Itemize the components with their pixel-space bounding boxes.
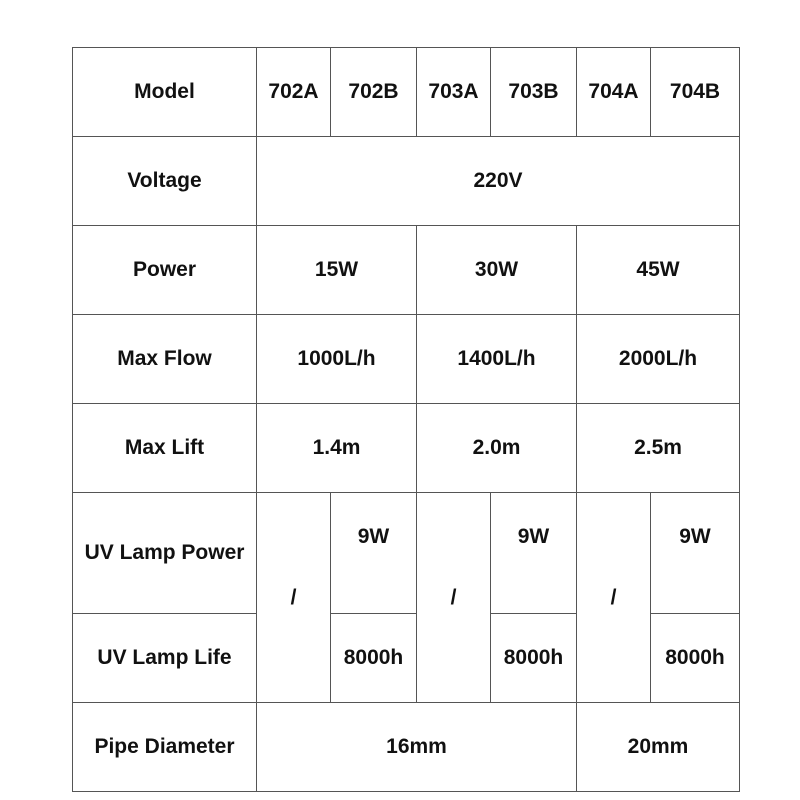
max-lift-702: 1.4m [257,404,417,493]
model-label: Model [73,48,257,137]
max-flow-label: Max Flow [73,315,257,404]
pipe-diameter-row [73,703,740,792]
model-703b: 703B [491,48,577,137]
uv-lamp-power-row [73,493,740,614]
uv-lamp-life-704b: 8000h [651,614,740,703]
uv-lamp-life-702b: 8000h [331,614,417,703]
max-flow-702: 1000L/h [257,315,417,404]
max-flow-704: 2000L/h [577,315,740,404]
power-label: Power [73,226,257,315]
uv-lamp-power-704b: 9W [651,493,740,614]
power-704: 45W [577,226,740,315]
uv-lamp-power-label: UV Lamp Power [73,493,257,614]
uv-lamp-life-703b: 8000h [491,614,577,703]
voltage-value: 220V [257,137,740,226]
uv-none-703a: / [417,493,491,703]
pipe-diameter-label: Pipe Diameter [73,703,257,792]
model-702a: 702A [257,48,331,137]
max-lift-label: Max Lift [73,404,257,493]
power-row [73,226,740,315]
max-lift-row [73,404,740,493]
model-row [73,48,740,137]
uv-lamp-power-702b: 9W [331,493,417,614]
max-flow-703: 1400L/h [417,315,577,404]
pipe-diameter-704: 20mm [577,703,740,792]
uv-lamp-life-label: UV Lamp Life [73,614,257,703]
model-703a: 703A [417,48,491,137]
power-702: 15W [257,226,417,315]
uv-none-702a: / [257,493,331,703]
voltage-label: Voltage [73,137,257,226]
power-703: 30W [417,226,577,315]
max-lift-703: 2.0m [417,404,577,493]
max-lift-704: 2.5m [577,404,740,493]
spec-table [72,47,740,792]
model-704b: 704B [651,48,740,137]
uv-lamp-power-703b: 9W [491,493,577,614]
uv-none-704a: / [577,493,651,703]
model-702b: 702B [331,48,417,137]
pipe-diameter-702-703: 16mm [257,703,577,792]
max-flow-row [73,315,740,404]
model-704a: 704A [577,48,651,137]
voltage-row [73,137,740,226]
